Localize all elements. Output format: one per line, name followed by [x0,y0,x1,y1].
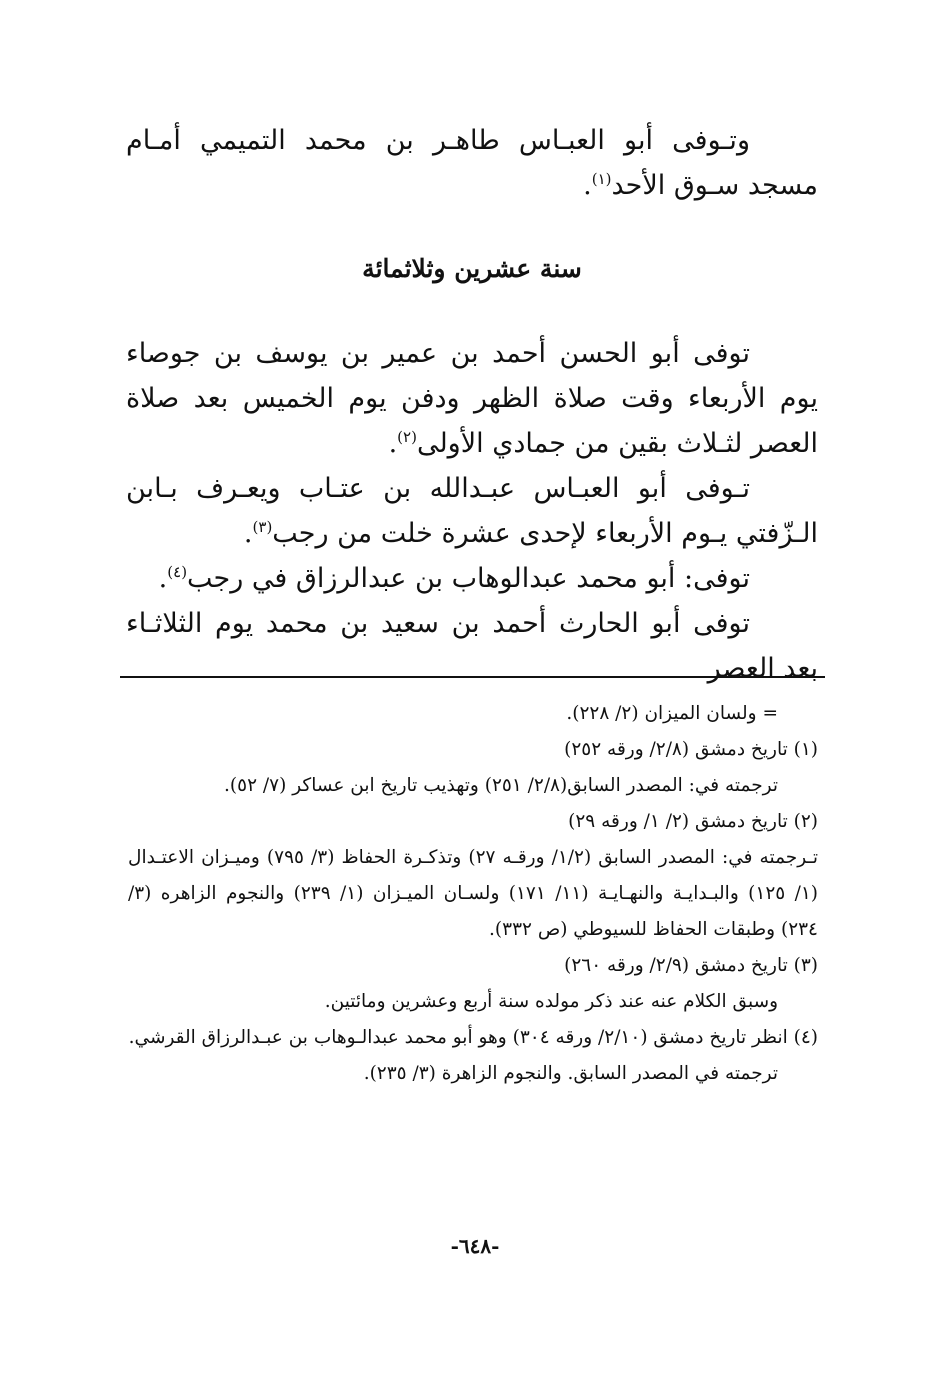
paragraph-1 [126,118,818,208]
page-number: -٦٤٨- [450,1234,500,1258]
footnote-continuation: = ولسان الميزان (٢/ ٢٢٨). [566,703,778,724]
footnote-ref-3: (٣) [252,518,273,536]
footnote-4-biography: ترجمته في المصدر السابق. والنجوم الزاهرة (٣/ ٢٣٥). [363,1063,778,1084]
footnote-ref-1: (١) [591,170,612,188]
section-heading: سنة عشرين وثلاثمائة [362,254,582,283]
paragraph-4-text: توفى: أبو محمد عبدالوهاب بن عبدالرزاق في رجب [187,563,750,594]
main-text [126,118,818,691]
footnote-ref-4: (٤) [167,563,188,581]
footnote-1-biography: ترجمته في: المصدر السابق(٢/٨/ ٢٥١) وتهذيب تاريخ ابن عساكر (٧/ ٥٢). [224,775,778,796]
footnote-3-source: (٣) تاريخ دمشق (٢/٩/ ورقه ٢٦٠) [564,955,818,976]
paragraph-5: توفى أبو الحارث أحمد بن سعيد بن محمد يوم الثلاثـاء بعد العصر [126,608,818,684]
footnote-divider [120,676,825,678]
paragraph-2-text: توفى أبو الحسن أحمد بن عمير بن يوسف بن جوصاء يوم الأربعاء وقت صلاة الظهر ودفن يوم الخميس بعد صلاة العصر لثـلاث بقين من جمادي الأولى [126,338,818,459]
paragraph-2-end: . [388,428,398,459]
paragraph-1-end: . [583,170,592,201]
footnotes [128,696,818,1092]
footnote-2-biography: تـرجمته في: المصدر السابق (١/٢/ ورقـه ٢٧) وتذكـرة الحفاظ (٣/ ٧٩٥) وميـزان الاعتـدال (١/ ١٢٥) والبـدايـة والنهـايـة (١١/ ١٧١) ولسـان الميـزان (١/ ٢٣٩) والنجوم الزاهره (٣/ ٢٣٤) وطبقات الحفاظ للسيوطي (ص ٣٣٢). [128,847,818,940]
paragraph-3-text: تـوفى أبو العبـاس عبـدالله بن عتـاب ويعـرف بـابن الـزّفتي يـوم الأربعاء لإحدى عشرة خلت من رجب [126,473,818,549]
paragraph-4-end: . [158,563,168,594]
paragraph-3-end: . [243,518,253,549]
footnote-3-note: وسبق الكلام عنه عند ذكر مولده سنة أربع وعشرين ومائتين. [324,991,778,1012]
paragraph-1-text: وتـوفى أبو العبـاس طاهـر بن محمد التميمي أمـام مسجد سـوق الأحد [126,125,818,201]
footnote-2-source: (٢) تاريخ دمشق (٢/ ١/ ورقه ٢٩) [568,811,818,832]
footnote-1-source: (١) تاريخ دمشق (٢/٨/ ورقه ٢٥٢) [564,739,818,760]
paragraph-2 [126,331,818,466]
footnote-4-source: (٤) انظر تاريخ دمشق (٢/١٠/ ورقه ٣٠٤) وهو أبو محمد عبدالـوهاب بن عبـدالرزاق القرشي. [128,1027,818,1048]
paragraph-4 [126,556,818,601]
footnote-ref-2: (٢) [397,428,417,446]
paragraph-3 [126,466,818,556]
